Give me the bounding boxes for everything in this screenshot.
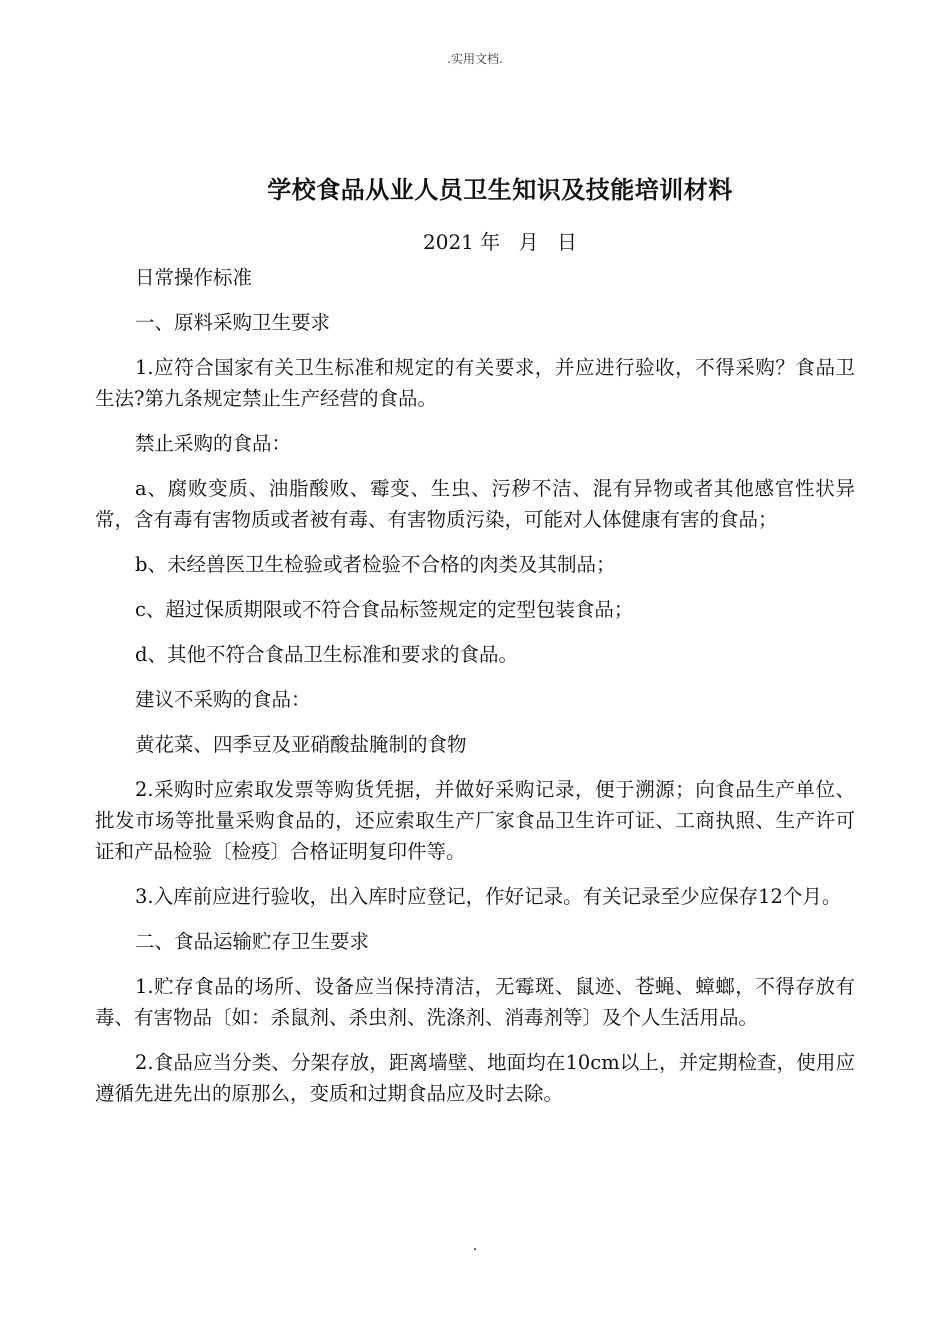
date-day: 日 <box>556 230 577 254</box>
section-heading: 二、食品运输贮存卫生要求 <box>135 930 370 953</box>
paragraph: 1.应符合国家有关卫生标准和规定的有关要求，并应进行验收，不得采购？食品卫生法?第九条规定禁止生产经营的食品。 <box>95 356 855 410</box>
date-year: 2021 年 <box>423 230 501 254</box>
list-item: c、超过保质期限或不符合食品标签规定的定型包装食品； <box>135 598 634 621</box>
footer-mark: . <box>472 1238 478 1254</box>
section-heading: 日常操作标准 <box>135 266 253 289</box>
document-date <box>0 226 950 255</box>
section-heading: 一、原料采购卫生要求 <box>135 311 331 334</box>
header-note: .实用文档. <box>447 52 503 66</box>
document-body <box>95 262 855 1123</box>
list-item: b、未经兽医卫生检验或者检验不合格的肉类及其制品； <box>135 553 616 576</box>
paragraph: 黄花菜、四季豆及亚硝酸盐腌制的食物 <box>135 733 467 756</box>
paragraph: 建议不采购的食品： <box>135 688 311 711</box>
date-month: 月 <box>518 230 539 254</box>
list-item: d、其他不符合食品卫生标准和要求的食品。 <box>135 643 518 666</box>
paragraph: 2.食品应当分类、分架存放，距离墙壁、地面均在10cm以上，并定期检查，使用应遵循先进先出的原那么，变质和过期食品应及时去除。 <box>95 1051 855 1105</box>
paragraph: 3.入库前应进行验收，出入库时应登记，作好记录。有关记录至少应保存12个月。 <box>135 885 842 908</box>
paragraph: 1.贮存食品的场所、设备应当保持清洁，无霉斑、鼠迹、苍蝇、蟑螂，不得存放有毒、有害物品〔如：杀鼠剂、杀虫剂、洗涤剂、消毒剂等〕及个人生活用品。 <box>95 975 855 1029</box>
paragraph: 禁止采购的食品： <box>135 432 292 455</box>
document-title: 学校食品从业人员卫生知识及技能培训材料 <box>267 176 733 204</box>
list-item: a、腐败变质、油脂酸败、霉变、生虫、污秽不洁、混有异物或者其他感官性状异常，含有毒有害物质或者被有毒、有害物质污染，可能对人体健康有害的食品； <box>95 477 855 531</box>
paragraph: 2.采购时应索取发票等购货凭据，并做好采购记录，便于溯源；向食品生产单位、批发市场等批量采购食品的，还应索取生产厂家食品卫生许可证、工商执照、生产许可证和产品检验〔检疫〕合格证明复印件等。 <box>95 778 855 863</box>
